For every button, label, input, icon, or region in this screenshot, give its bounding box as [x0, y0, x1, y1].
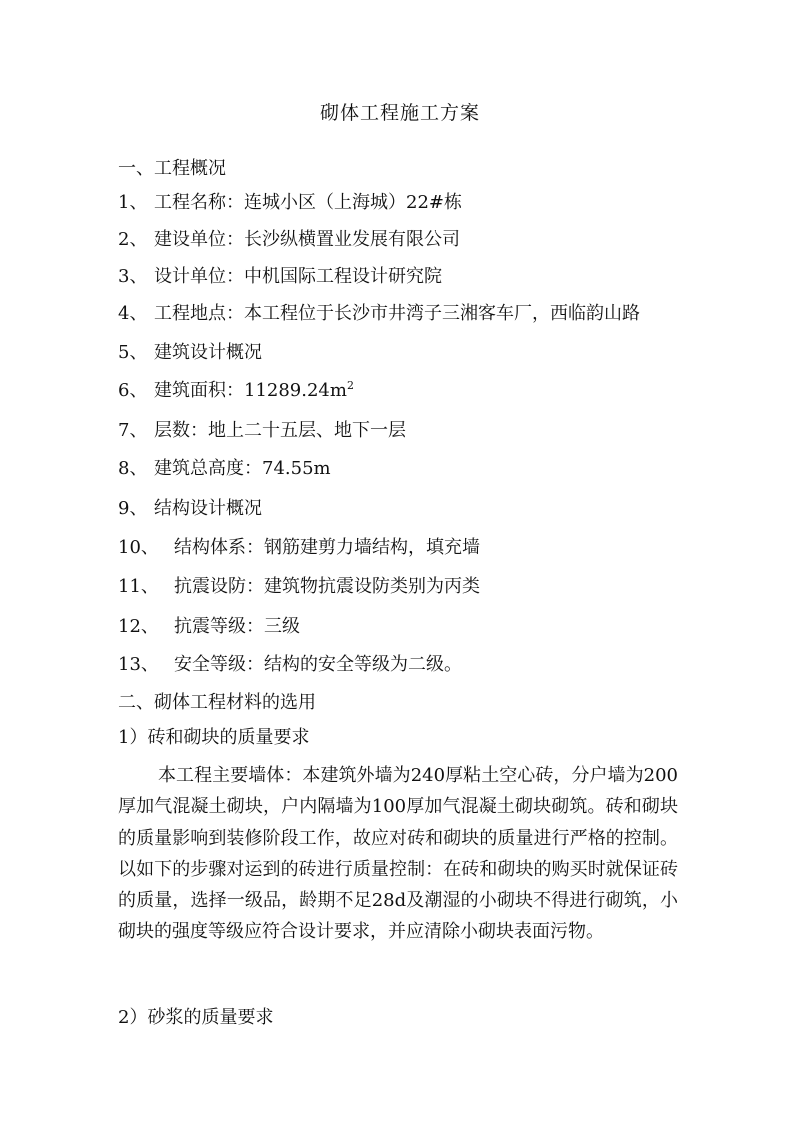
list-item — [118, 418, 406, 444]
item-text: 安全等级：结构的安全等级为二级。 — [174, 654, 462, 675]
list-item — [118, 340, 262, 366]
list-item — [118, 190, 462, 216]
superscript: 2 — [346, 379, 354, 392]
section-heading-overview: 一、工程概况 — [118, 158, 226, 179]
item-number: 1、 — [118, 192, 148, 213]
item-number: 12、 — [118, 616, 159, 637]
paragraph-brick-requirements: 本工程主要墙体：本建筑外墙为240厚粘土空心砖，分户墙为200厚加气混凝土砌块，户内隔墙为100厚加气混凝土砌块砌筑。砖和砌块的质量影响到装修阶段工作，故应对砖和砌块的质量进行严格的控制。以如下的步骤对运到的砖进行质量控制：在砖和砌块的购买时就保证砖的质量，选择一级品，龄期不足28d及潮湿的小砌块不得进行砌筑，小砌块的强度等级应符合设计要求，并应清除小砌块表面污物。 — [118, 765, 678, 943]
list-item — [118, 496, 262, 522]
item-text: 建筑总高度：74.55m — [154, 458, 331, 479]
list-item — [118, 378, 354, 404]
item-text: 结构设计概况 — [154, 498, 262, 519]
list-item — [118, 614, 300, 640]
list-item — [118, 574, 480, 600]
item-text: 工程地点：本工程位于长沙市井湾子三湘客车厂，西临韵山路 — [154, 303, 640, 324]
item-number: 6、 — [118, 380, 148, 401]
item-text: 抗震等级：三级 — [174, 616, 300, 637]
item-text: 层数：地上二十五层、地下一层 — [154, 420, 406, 441]
list-item — [118, 652, 462, 678]
section-heading-materials: 二、砌体工程材料的选用 — [118, 692, 316, 713]
item-text: 结构体系：钢筋建剪力墙结构，填充墙 — [174, 537, 480, 558]
item-number: 11、 — [118, 576, 159, 597]
item-number: 13、 — [118, 654, 159, 675]
list-item — [118, 535, 480, 561]
list-item — [118, 456, 331, 482]
item-text: 建筑设计概况 — [154, 342, 262, 363]
subsection-heading-mortar: 2）砂浆的质量要求 — [118, 1007, 274, 1028]
item-text: 工程名称：连城小区（上海城）22#栋 — [154, 192, 462, 213]
item-number: 9、 — [118, 498, 148, 519]
item-number: 5、 — [118, 342, 148, 363]
item-number: 7、 — [118, 420, 148, 441]
item-text: 建筑面积：11289.24m — [154, 380, 347, 401]
item-number: 2、 — [118, 229, 148, 250]
list-item — [118, 264, 442, 290]
list-item — [118, 301, 640, 327]
item-number: 8、 — [118, 458, 148, 479]
list-item — [118, 227, 460, 253]
item-text: 抗震设防：建筑物抗震设防类别为丙类 — [174, 576, 480, 597]
document-title: 砌体工程施工方案 — [319, 102, 480, 124]
item-text: 设计单位：中机国际工程设计研究院 — [154, 266, 442, 287]
item-number: 3、 — [118, 266, 148, 287]
item-number: 4、 — [118, 303, 148, 324]
subsection-heading-bricks: 1）砖和砌块的质量要求 — [118, 727, 310, 748]
item-text: 建设单位：长沙纵横置业发展有限公司 — [154, 229, 460, 250]
item-number: 10、 — [118, 537, 159, 558]
